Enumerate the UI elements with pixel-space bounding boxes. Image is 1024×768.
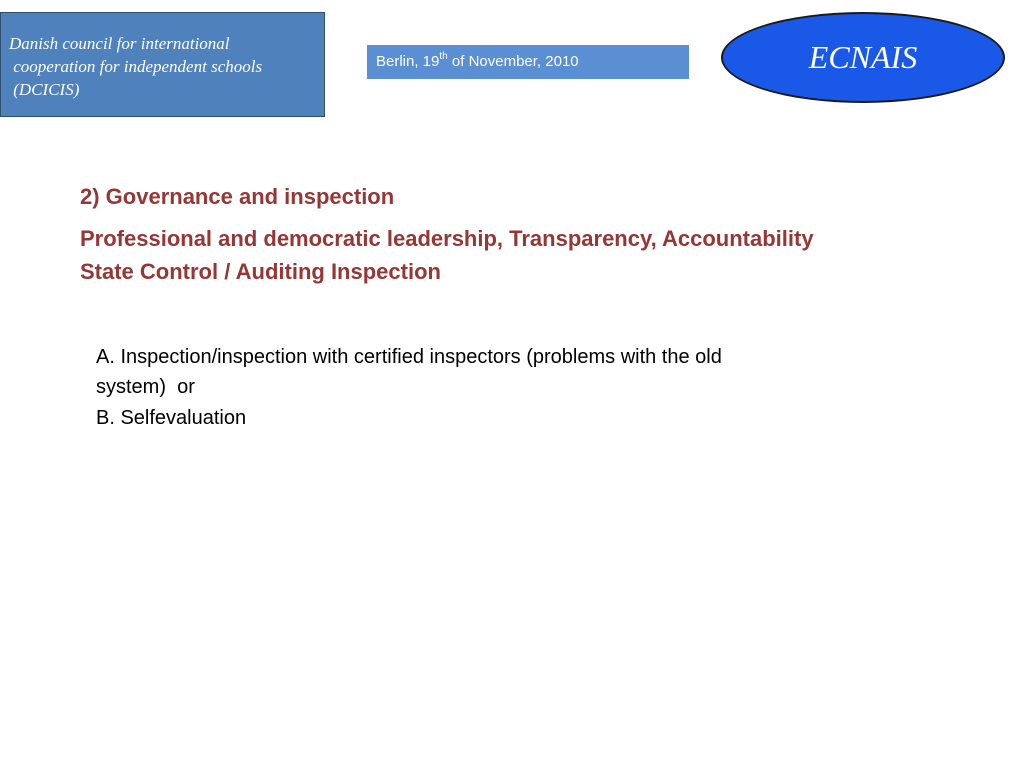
date-box [367, 45, 689, 79]
date-suffix: of November, 2010 [447, 53, 579, 70]
ecnais-logo-text: ECNAIS [808, 39, 918, 75]
section-subtitle-line: State Control / Auditing Inspection [80, 259, 441, 284]
organization-name-line: cooperation for independent schools [9, 57, 263, 76]
body-text-line: system) or [96, 376, 195, 398]
date-superscript: th [439, 51, 448, 62]
organization-name-line: Danish council for international [9, 34, 230, 53]
section-subtitle-line: Professional and democratic leadership, Transparency, Accountability [80, 226, 814, 251]
body-text-line: B. Selfevaluation [96, 407, 247, 429]
body-text-line: A. Inspection/inspection with certified inspectors (problems with the old [96, 346, 722, 368]
section-title: 2) Governance and inspection [80, 184, 395, 209]
organization-name-line: (DCICIS) [9, 80, 80, 99]
organization-box [0, 12, 325, 117]
date-prefix: Berlin, 19 [376, 53, 440, 70]
